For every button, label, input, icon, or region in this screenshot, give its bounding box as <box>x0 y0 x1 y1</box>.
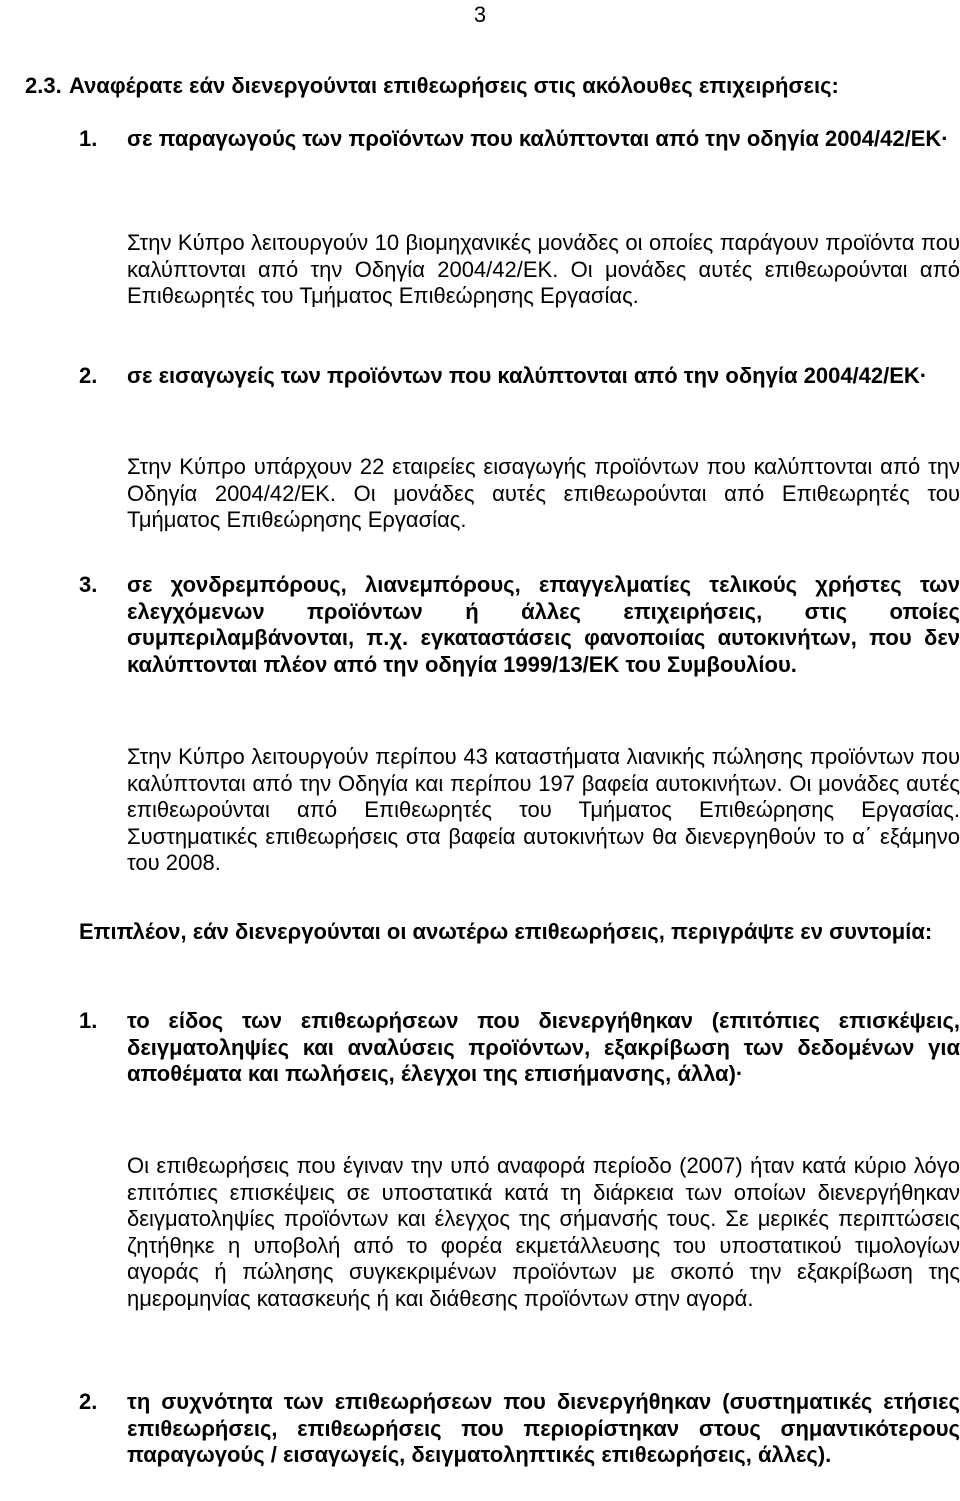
section-heading <box>25 73 960 100</box>
further-item-1-question: το είδος των επιθεωρήσεων που διενεργήθηκαν (επιτόπιες επισκέψεις, δειγματοληψίες και αναλύσεις προϊόντων, εξακρίβωση των δεδομένων για αποθέματα και πωλήσεις, έλεγχοι της επισήμανσης, άλλα)· <box>127 1008 960 1086</box>
item-3-question: σε χονδρεμπόρους, λιανεμπόρους, επαγγελματίες τελικούς χρήστες των ελεγχόμενων προϊόντων ή άλλες επιχειρήσεις, στις οποίες συμπεριλαμβάνονται, π.χ. εγκαταστάσεις φανοποιίας αυτοκινήτων, που δεν καλύπτονται πλέον από την οδηγία 1999/13/ΕΚ του Συμβουλίου. <box>127 572 960 677</box>
page-number: 3 <box>473 2 487 27</box>
further-item-1-answer: Οι επιθεωρήσεις που έγιναν την υπό αναφορά περίοδο (2007) ήταν κατά κύριο λόγο επιτόπιες επισκέψεις σε υποστατικά κατά τη διάρκεια των οποίων διενεργήθηκαν δειγματοληψίες προϊόντων και έλεγχος της σήμανσής τους. Σε μερικές περιπτώσεις ζητήθηκε η υποβολή από το φορέα εκμετάλλευσης του υποστατικού τιμολογίων αγοράς ή πώλησης συγκεκριμένων προϊόντων με σκοπό την εξακρίβωση της ημερομηνίας κατασκευής ή και διάθεσης προϊόντων στην αγορά. <box>127 1153 960 1311</box>
further-item-2-question: τη συχνότητα των επιθεωρήσεων που διενεργήθηκαν (συστηματικές ετήσιες επιθεωρήσεις, επιθεωρήσεις που περιορίστηκαν στους σημαντικότερους παραγωγούς / εισαγωγείς, δειγματοληπτικές επιθεωρήσεις, άλλες). <box>127 1389 960 1467</box>
item-2-answer: Στην Κύπρο υπάρχουν 22 εταιρείες εισαγωγής προϊόντων που καλύπτονται από την Οδηγία 2004/42/ΕΚ. Οι μονάδες αυτές επιθεωρούνται από Επιθεωρητές του Τμήματος Επιθεώρησης Εργασίας. <box>127 454 960 532</box>
item-1-question: σε παραγωγούς των προϊόντων που καλύπτονται από την οδηγία 2004/42/ΕΚ· <box>127 126 949 151</box>
section-number: 2.3. <box>25 73 62 98</box>
section-title: Αναφέρατε εάν διενεργούνται επιθεωρήσεις στις ακόλουθες επιχειρήσεις: <box>69 73 839 98</box>
item-3-answer: Στην Κύπρο λειτουργούν περίπου 43 καταστήματα λιανικής πώλησης προϊόντων που καλύπτονται από την Οδηγία και περίπου 197 βαφεία αυτοκινήτων. Οι μονάδες αυτές επιθεωρούνται από Επιθεωρητές του Τμήματος Επιθεώρησης Εργασίας. Συστηματικές επιθεωρήσεις στα βαφεία αυτοκινήτων θα διενεργηθούν το α΄ εξάμηνο του 2008. <box>127 744 960 875</box>
item-1-number: 1. <box>79 126 98 151</box>
item-2-number: 2. <box>79 363 98 388</box>
further-heading: Επιπλέον, εάν διενεργούνται οι ανωτέρω επιθεωρήσεις, περιγράψτε εν συντομία: <box>79 919 933 944</box>
item-3-number: 3. <box>79 572 98 597</box>
further-item-1-number: 1. <box>79 1008 98 1033</box>
item-2-question: σε εισαγωγείς των προϊόντων που καλύπτονται από την οδηγία 2004/42/ΕΚ· <box>127 363 928 388</box>
item-1-answer: Στην Κύπρο λειτουργούν 10 βιομηχανικές μονάδες οι οποίες παράγουν προϊόντα που καλύπτονται από την Οδηγία 2004/42/ΕΚ. Οι μονάδες αυτές επιθεωρούνται από Επιθεωρητές του Τμήματος Επιθεώρησης Εργασίας. <box>127 230 960 308</box>
further-item-2-number: 2. <box>79 1389 98 1414</box>
